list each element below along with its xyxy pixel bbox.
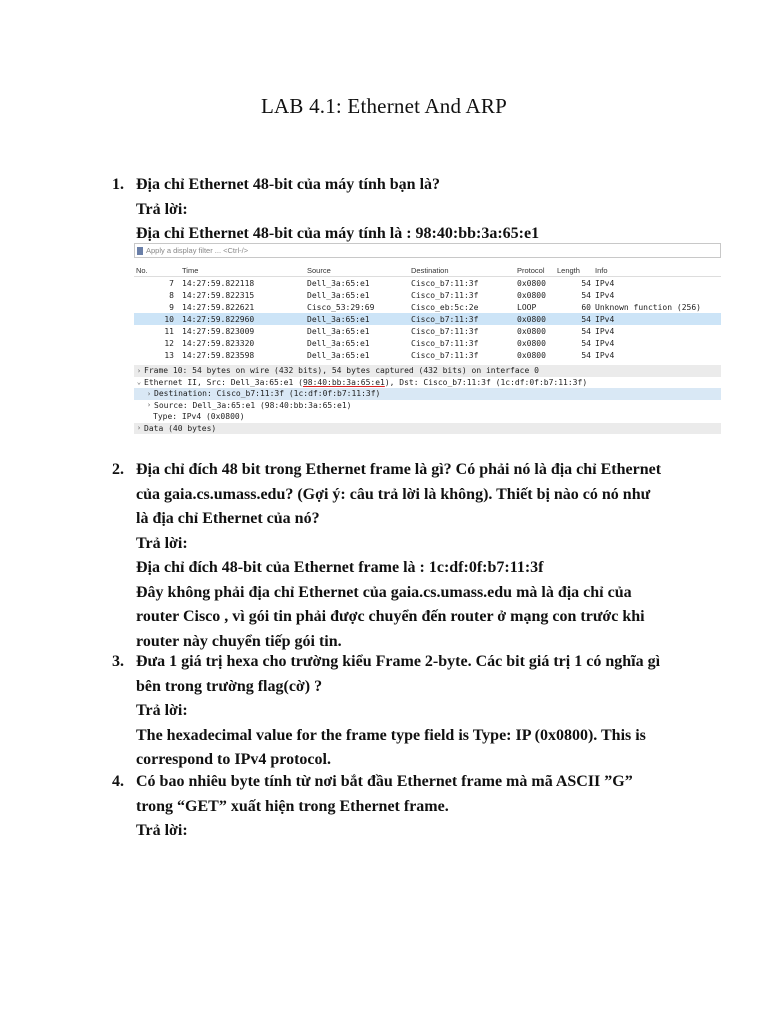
packet-row[interactable] [134,277,721,289]
column-header[interactable]: Protocol [517,265,545,275]
packet-protocol: 0x0800 [517,338,546,348]
chevron-down-icon[interactable]: ⌄ [136,378,142,387]
answer-label: Trả lời: [136,702,188,719]
packet-length: 54 [581,338,591,348]
answer-text: Địa chỉ đích 48-bit của Ethernet frame là : 1c:df:0f:b7:11:3f [136,559,544,576]
chevron-right-icon[interactable]: › [136,366,142,375]
question-1 [112,173,692,247]
packet-source: Cisco_53:29:69 [307,302,375,312]
packet-length: 54 [581,326,591,336]
packet-protocol: 0x0800 [517,278,546,288]
packet-time: 14:27:59.823009 [182,326,255,336]
column-header[interactable]: Time [182,265,199,275]
question-text: của gaia.cs.umass.edu? (Gợi ý: câu trả lời là không). Thiết bị nào có nó như [136,485,651,503]
display-filter-bar[interactable] [134,243,721,258]
question-text: Địa chỉ đích 48 bit trong Ethernet frame là gì? Có phải nó là địa chỉ Ethernet [136,461,662,478]
tree-data-text: Data (40 bytes) [144,423,217,433]
tree-eth-suffix: ), Dst: Cisco_b7:11:3f (1c:df:0f:b7:11:3f) [384,377,588,387]
column-header[interactable]: Destination [411,265,449,275]
packet-row[interactable] [134,325,721,337]
chevron-right-icon[interactable]: › [146,389,152,398]
packet-protocol: 0x0800 [517,326,546,336]
packet-row-selected[interactable] [134,313,721,325]
packet-destination: Cisco_b7:11:3f [411,290,479,300]
question-text: Đưa 1 giá trị hexa cho trường kiểu Frame 2-byte. Các bit giá trị 1 có nghĩa gì [136,653,661,670]
source-mac-highlight: 98:40:bb:3a:65:e1 [302,377,385,387]
packet-destination: Cisco_b7:11:3f [411,350,479,360]
packet-length: 54 [581,314,591,324]
question-text: bên trong trường flag(cờ) ? [136,677,323,695]
packet-time: 14:27:59.823598 [182,350,255,360]
tree-frame-text: Frame 10: 54 bytes on wire (432 bits), 54 bytes captured (432 bits) on interface 0 [144,366,539,376]
packet-no: 9 [169,302,174,312]
answer-label: Trả lời: [136,822,188,839]
packet-protocol: 0x0800 [517,290,546,300]
packet-info: IPv4 [595,326,615,336]
packet-destination: Cisco_b7:11:3f [411,278,479,288]
question-text: Có bao nhiêu byte tính từ nơi bắt đầu Ethernet frame mà mã ASCII ”G” [136,773,633,790]
packet-row[interactable] [134,301,721,313]
packet-length: 54 [581,290,591,300]
question-text: là địa chỉ Ethernet của nó? [136,510,320,527]
packet-protocol: 0x0800 [517,350,546,360]
column-header[interactable]: Info [595,265,608,275]
packet-protocol: 0x0800 [517,314,546,324]
question-number: 3. [112,653,124,670]
tree-type-text: Type: IPv4 (0x0800) [153,412,245,422]
packet-row[interactable] [134,349,721,361]
bookmark-icon [137,247,143,255]
answer-text: router này chuyển tiếp gói tin. [136,632,342,650]
tree-type[interactable] [134,411,721,423]
packet-source: Dell_3a:65:e1 [307,350,370,360]
packet-length: 60 [581,302,591,312]
packet-destination: Cisco_b7:11:3f [411,326,479,336]
column-header[interactable]: No. [136,265,148,275]
tree-destination[interactable] [134,388,721,400]
packet-time: 14:27:59.822118 [182,278,255,288]
tree-data[interactable] [134,423,721,435]
packet-length: 54 [581,278,591,288]
answer-text: Địa chỉ Ethernet 48-bit của máy tính là : 98:40:bb:3a:65:e1 [136,225,540,242]
packet-info: IPv4 [595,314,615,324]
packet-info: Unknown function (256) [595,302,701,312]
packet-source: Dell_3a:65:e1 [307,326,370,336]
packet-no: 11 [164,326,174,336]
answer-text: correspond to IPv4 protocol. [136,751,331,768]
packet-destination: Cisco_eb:5c:2e [411,302,479,312]
answer-text: router Cisco , vì gói tin phải được chuyển đến router ở mạng con trước khi [136,608,645,625]
packet-no: 12 [164,338,174,348]
question-text: trong “GET” xuất hiện trong Ethernet frame. [136,797,449,815]
packet-time: 14:27:59.822960 [182,314,255,324]
chevron-right-icon[interactable]: › [136,424,142,433]
packet-source: Dell_3a:65:e1 [307,338,370,348]
tree-ethernet[interactable] [134,377,721,389]
packet-destination: Cisco_b7:11:3f [411,314,479,324]
packet-length: 54 [581,350,591,360]
packet-info: IPv4 [595,290,615,300]
question-3 [112,650,692,773]
packet-row[interactable] [134,289,721,301]
answer-text: The hexadecimal value for the frame type field is Type: IP (0x0800). This is [136,726,646,744]
packet-info: IPv4 [595,278,615,288]
question-number: 1. [112,176,124,193]
question-number: 4. [112,773,124,790]
page-title: LAB 4.1: Ethernet And ARP [261,94,507,118]
packet-list-header [134,264,721,277]
packet-no: 8 [169,290,174,300]
question-text: Địa chỉ Ethernet 48-bit của máy tính bạn là? [136,176,441,193]
packet-protocol: LOOP [517,302,537,312]
packet-info: IPv4 [595,338,615,348]
packet-time: 14:27:59.823320 [182,338,255,348]
answer-label: Trả lời: [136,200,188,218]
filter-placeholder: Apply a display filter ... <Ctrl-/> [146,246,249,255]
tree-frame[interactable] [134,365,721,377]
packet-row[interactable] [134,337,721,349]
packet-source: Dell_3a:65:e1 [307,314,370,324]
tree-eth-prefix: Ethernet II, Src: Dell_3a:65:e1 ( [144,377,303,387]
wireshark-screenshot [134,243,721,443]
packet-source: Dell_3a:65:e1 [307,290,370,300]
packet-time: 14:27:59.822621 [182,302,255,312]
column-header[interactable]: Length [557,265,580,275]
question-2 [112,458,692,654]
packet-destination: Cisco_b7:11:3f [411,338,479,348]
packet-no: 10 [164,314,174,324]
question-4 [112,770,692,844]
packet-no: 13 [164,350,174,360]
packet-no: 7 [169,278,174,288]
answer-text: Đây không phải địa chỉ Ethernet của gaia.cs.umass.edu mà là địa chỉ của [136,583,632,601]
question-number: 2. [112,461,124,478]
answer-label: Trả lời: [136,534,188,552]
tree-destination-text: Destination: Cisco_b7:11:3f (1c:df:0f:b7:11:3f) [154,389,381,399]
packet-info: IPv4 [595,350,615,360]
tree-source[interactable] [134,400,721,412]
column-header[interactable]: Source [307,265,331,275]
packet-time: 14:27:59.822315 [182,290,255,300]
packet-source: Dell_3a:65:e1 [307,278,370,288]
chevron-right-icon[interactable]: › [146,401,152,410]
tree-source-text: Source: Dell_3a:65:e1 (98:40:bb:3a:65:e1) [154,400,352,410]
